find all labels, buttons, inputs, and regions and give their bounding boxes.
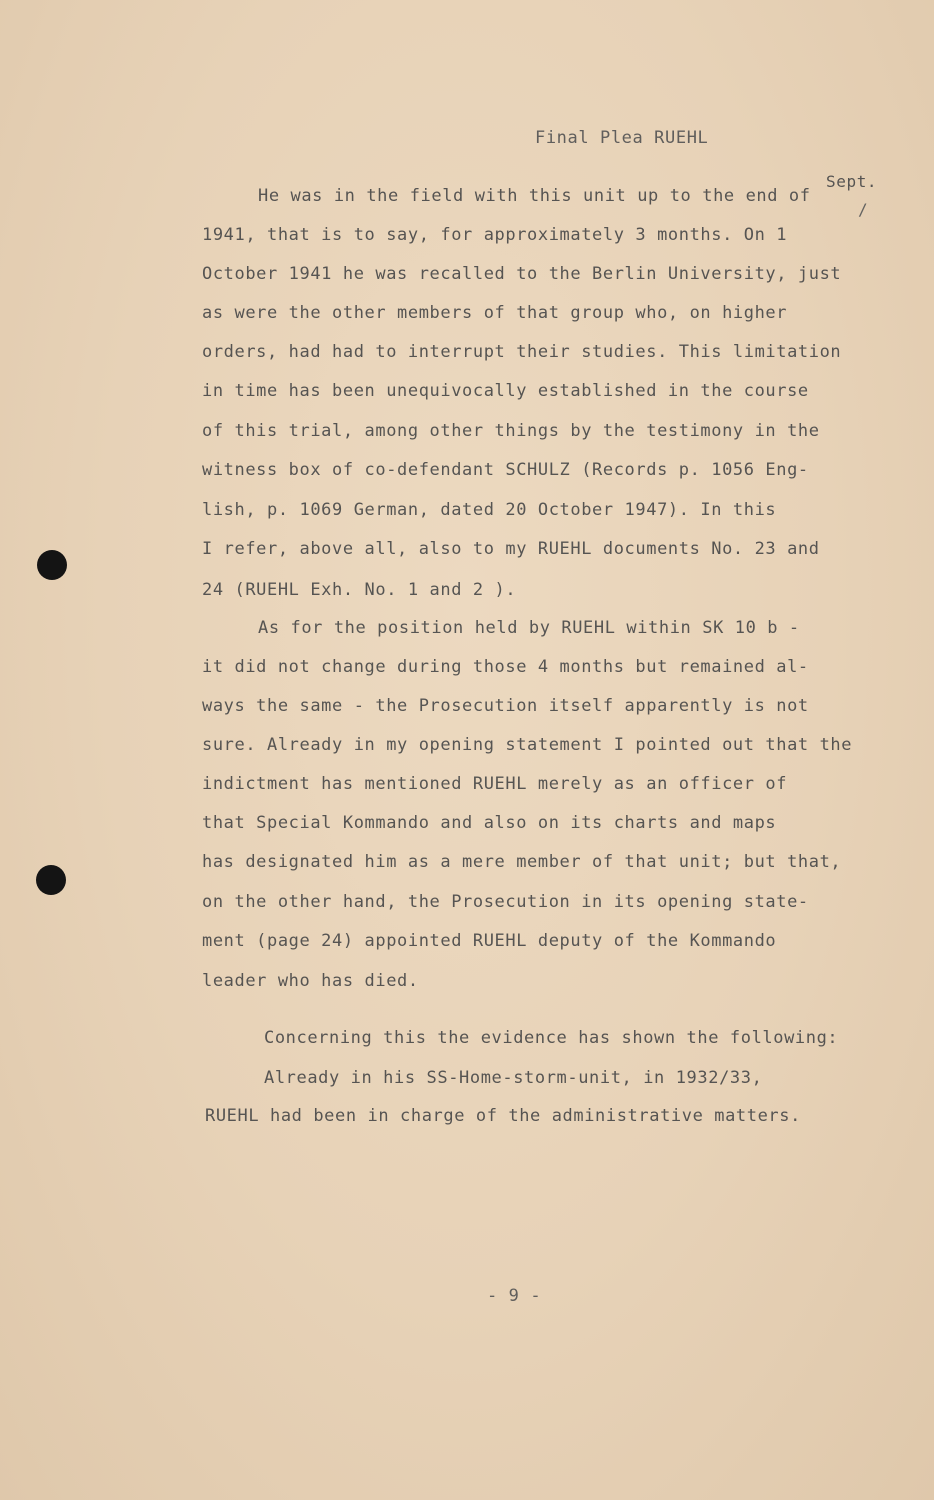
body-line: RUEHL had been in charge of the administrative matters.	[205, 1106, 801, 1126]
body-line: lish, p. 1069 German, dated 20 October 1947). In this	[202, 500, 777, 520]
body-line: that Special Kommando and also on its charts and maps	[202, 813, 777, 833]
body-line: As for the position held by RUEHL within SK 10 b -	[258, 618, 800, 638]
body-line: ways the same - the Prosecution itself apparently is not	[202, 696, 809, 716]
body-line: Already in his SS-Home-storm-unit, in 1932/33,	[264, 1068, 763, 1088]
body-line: I refer, above all, also to my RUEHL documents No. 23 and	[202, 539, 820, 559]
margin-mark: /	[858, 200, 869, 219]
body-line: indictment has mentioned RUEHL merely as an officer of	[202, 774, 788, 794]
body-line: sure. Already in my opening statement I pointed out that the	[202, 735, 853, 755]
punch-hole	[37, 550, 67, 580]
body-line: 1941, that is to say, for approximately 3 months. On 1	[202, 225, 788, 245]
page-number: - 9 -	[487, 1286, 542, 1306]
body-line: October 1941 he was recalled to the Berlin University, just	[202, 264, 842, 284]
body-line: leader who has died.	[202, 971, 419, 991]
punch-hole	[36, 865, 66, 895]
body-line: Concerning this the evidence has shown the following:	[264, 1028, 839, 1048]
body-line: witness box of co-defendant SCHULZ (Records p. 1056 Eng-	[202, 460, 809, 480]
body-line: 24 (RUEHL Exh. No. 1 and 2 ).	[202, 580, 517, 600]
page-header: Final Plea RUEHL	[535, 128, 709, 148]
body-line: He was in the field with this unit up to the end of	[258, 186, 811, 206]
body-line: of this trial, among other things by the testimony in the	[202, 421, 820, 441]
body-line: as were the other members of that group who, on higher	[202, 303, 788, 323]
body-line: it did not change during those 4 months but remained al-	[202, 657, 809, 677]
body-line: ment (page 24) appointed RUEHL deputy of the Kommando	[202, 931, 777, 951]
body-line: orders, had had to interrupt their studies. This limitation	[202, 342, 842, 362]
body-line: has designated him as a mere member of that unit; but that,	[202, 852, 842, 872]
margin-note: Sept.	[826, 172, 878, 191]
body-line: on the other hand, the Prosecution in its opening state-	[202, 892, 809, 912]
body-line: in time has been unequivocally established in the course	[202, 381, 809, 401]
